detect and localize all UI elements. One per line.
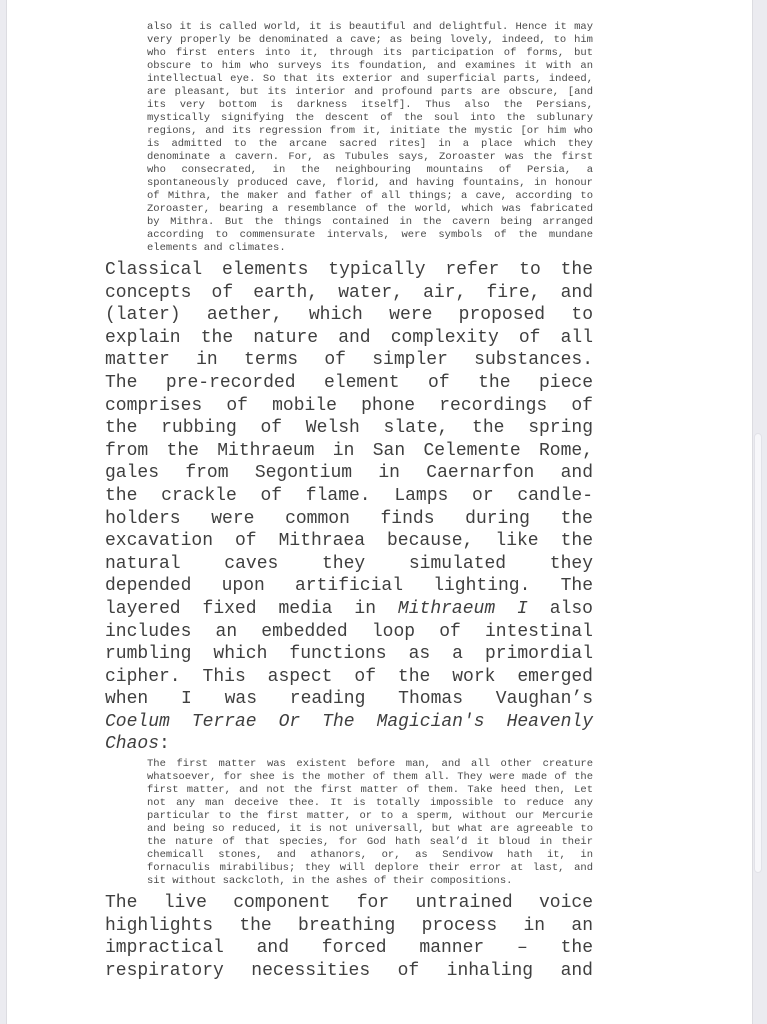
text-line xyxy=(147,34,593,47)
text-run: layered fixed media in xyxy=(105,598,398,619)
text-run: intellectual eye. So that its exterior and superficial parts, indeed, xyxy=(147,73,593,85)
italic-text-run: Mithraeum I xyxy=(397,598,528,619)
text-line xyxy=(105,733,593,756)
text-run: whatsoever, for shee is the mother of them all. They were made of the xyxy=(147,771,593,784)
text-line xyxy=(147,810,593,823)
text-line xyxy=(147,60,593,73)
text-run: respiratory necessities of inhaling and xyxy=(105,960,593,981)
text-run: elements and climates. xyxy=(147,242,286,254)
text-line xyxy=(105,575,593,598)
text-run: are pleasant, but its interior and profound parts are obscure, [and xyxy=(147,86,593,98)
document-content xyxy=(7,0,752,982)
text-line xyxy=(147,203,593,216)
text-line xyxy=(105,621,593,644)
text-run: very properly be denominated a cave; as being lovely, indeed, to him xyxy=(147,34,593,46)
text-line xyxy=(105,643,593,666)
text-run: The live component for untrained voice xyxy=(105,893,593,914)
text-line xyxy=(105,327,593,350)
text-run: according to commensurate intervals, were symbols of the mundane xyxy=(147,229,593,241)
text-run: rumbling which functions as a primordial xyxy=(105,644,593,665)
text-run: explain the nature and complexity of all xyxy=(105,327,593,348)
document-page xyxy=(6,0,753,1024)
text-run: The first matter was existent before man, and all other creature xyxy=(147,758,593,771)
text-run: chemicall stones, and athanors, or, as Sendivow hath it, in xyxy=(147,849,593,862)
text-run: natural caves they simulated they xyxy=(105,553,593,574)
text-line xyxy=(105,259,593,282)
text-run: the rubbing of Welsh slate, the spring xyxy=(105,418,593,439)
text-line xyxy=(105,372,593,395)
text-run: of Mithra, the maker and father of all things; a cave, according to xyxy=(147,190,593,202)
text-run: gales from Segontium in Caernarfon and xyxy=(105,463,593,484)
text-line xyxy=(105,937,593,960)
text-run: fornaculis mirabilibus; they will deplore their error at last, and xyxy=(147,862,593,875)
text-line xyxy=(147,242,593,255)
text-line xyxy=(105,440,593,463)
text-line xyxy=(147,177,593,190)
text-line xyxy=(105,304,593,327)
text-line xyxy=(147,86,593,99)
italic-text-run: Chaos xyxy=(105,734,160,755)
text-line xyxy=(147,849,593,862)
text-line xyxy=(147,836,593,849)
text-line xyxy=(147,229,593,242)
vertical-scrollbar-thumb[interactable] xyxy=(754,433,762,873)
text-run: comprises of mobile phone recordings of xyxy=(105,395,593,416)
text-line xyxy=(105,915,593,938)
text-run: also it is called world, it is beautiful and delightful. Hence it may xyxy=(147,21,593,33)
text-line xyxy=(105,508,593,531)
text-line xyxy=(147,862,593,875)
text-line xyxy=(105,711,593,734)
text-run: impractical and forced manner – the xyxy=(105,938,593,959)
text-run: when I was reading Thomas Vaughan’s xyxy=(105,689,593,710)
text-line xyxy=(105,892,593,915)
text-line xyxy=(105,530,593,553)
text-run: mystically signifying the descent of the soul into the sublunary xyxy=(147,112,593,124)
text-line xyxy=(147,138,593,151)
text-line xyxy=(147,151,593,164)
text-line xyxy=(147,73,593,86)
text-run: matter in terms of simpler substances. xyxy=(105,350,593,371)
text-line xyxy=(147,47,593,60)
text-line xyxy=(147,190,593,203)
text-run: spontaneously produced cave, florid, and having fountains, in honour xyxy=(147,177,593,189)
text-line xyxy=(105,666,593,689)
text-line xyxy=(105,395,593,418)
text-line xyxy=(147,21,593,34)
text-line xyxy=(147,771,593,784)
text-line xyxy=(147,758,593,771)
text-line xyxy=(105,282,593,305)
vertical-scrollbar-track[interactable] xyxy=(753,0,767,1024)
text-run: by Mithra. But the things contained in the cavern being arranged xyxy=(147,216,593,228)
text-run: : xyxy=(159,734,170,755)
text-line xyxy=(147,164,593,177)
text-line xyxy=(105,598,593,621)
text-run: denominate a cavern. For, as Tubules says, Zoroaster was the first xyxy=(147,151,593,163)
italic-text-run: Coelum Terrae Or The Magician's Heavenly xyxy=(105,711,593,732)
text-line xyxy=(105,462,593,485)
text-line xyxy=(105,553,593,576)
text-line xyxy=(147,125,593,138)
text-run: includes an embedded loop of intestinal xyxy=(105,621,593,642)
text-run: regions, and its regression from it, initiate the mystic [or him who xyxy=(147,125,593,137)
text-run: who consecrated, in the neighbouring mountains of Persia, a xyxy=(147,164,593,176)
text-run: highlights the breathing process in an xyxy=(105,915,593,936)
text-run: from the Mithraeum in San Celemente Rome, xyxy=(105,440,593,461)
text-run: also xyxy=(527,598,593,619)
text-run: depended upon artificial lighting. The xyxy=(105,576,593,597)
text-line xyxy=(147,823,593,836)
text-line xyxy=(105,688,593,711)
text-line xyxy=(147,216,593,229)
text-line xyxy=(147,112,593,125)
text-run: cipher. This aspect of the work emerged xyxy=(105,666,593,687)
block-quote-cave-of-nymphs xyxy=(147,21,593,255)
text-line xyxy=(105,417,593,440)
text-run: particular to the first matter, or to a sperm, without our Mercurie xyxy=(147,810,593,823)
text-run: (later) aether, which were proposed to xyxy=(105,305,593,326)
text-run: the nature of that species, for God hath seal’d it bloud in their xyxy=(147,836,593,849)
text-run: The pre-recorded element of the piece xyxy=(105,372,593,393)
text-run: Zoroaster, bearing a resemblance of the world, which was fabricated xyxy=(147,203,593,215)
text-line xyxy=(105,485,593,508)
text-line xyxy=(147,99,593,112)
text-line xyxy=(147,797,593,810)
text-run: first matter, and not the first matter of them. Take heed then, Let xyxy=(147,784,593,797)
text-line xyxy=(147,875,593,888)
text-run: not any man deceive thee. It is totally impossible to reduce any xyxy=(147,797,593,810)
text-run: holders were common finds during the xyxy=(105,508,593,529)
text-line xyxy=(147,784,593,797)
text-run: sit without sackcloth, in the ashes of their compositions. xyxy=(147,875,513,888)
text-run: the crackle of flame. Lamps or candle- xyxy=(105,485,593,506)
text-run: who first enters into it, through its participation of forms, but xyxy=(147,47,593,59)
block-quote-first-matter xyxy=(147,758,593,888)
text-run: excavation of Mithraea because, like the xyxy=(105,531,593,552)
text-run: Classical elements typically refer to the xyxy=(105,260,593,280)
text-run: obscure to him who surveys its foundation, and examines it with an xyxy=(147,60,593,72)
text-run: its very bottom is darkness itself]. Thus also the Persians, xyxy=(147,99,593,111)
text-run: concepts of earth, water, air, fire, and xyxy=(105,282,593,303)
text-run: is admitted to the arcane sacred rites] in a place which they xyxy=(147,138,593,150)
body-paragraph-live-component xyxy=(105,892,593,982)
text-run: and being so reduced, it is not universall, but what are agreeable to xyxy=(147,823,593,836)
text-line xyxy=(105,349,593,372)
text-line xyxy=(105,960,593,983)
body-paragraph-classical-elements xyxy=(105,259,593,756)
